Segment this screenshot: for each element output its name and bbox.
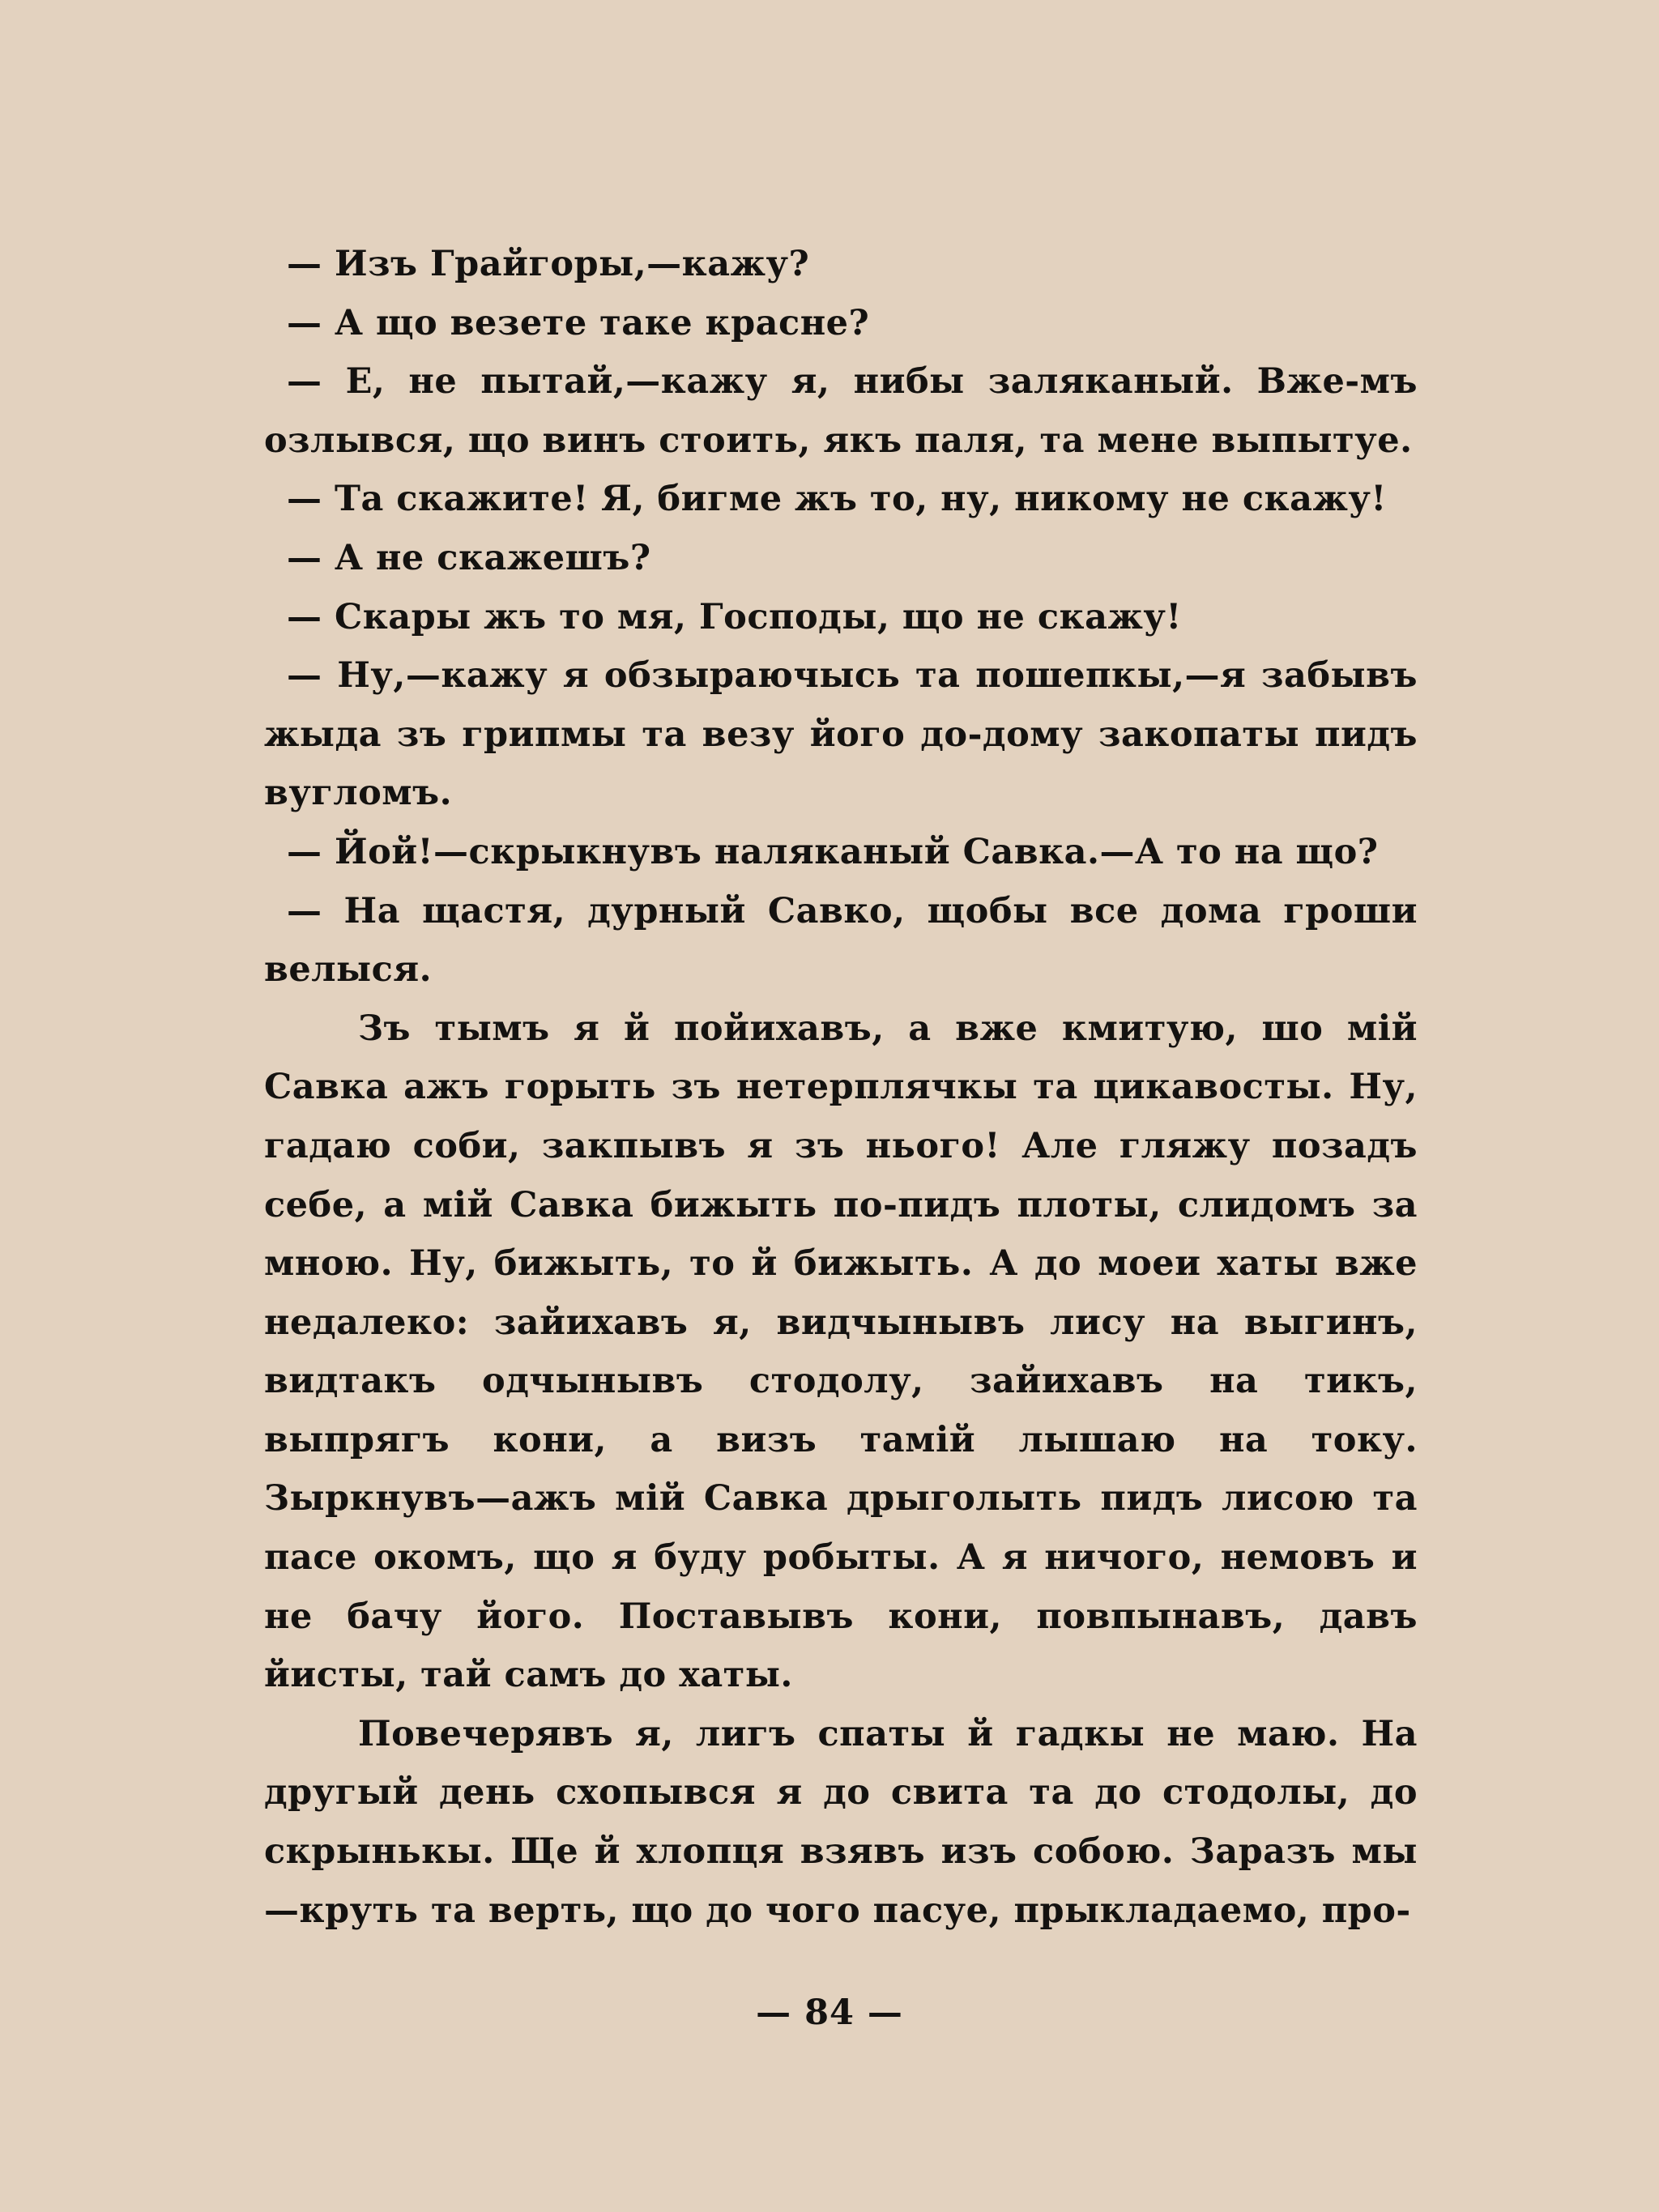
- narrative-paragraph-1: Зъ тымъ я й пойихавъ, а вже кмитую, шо мій Савка ажъ горыть зъ нетерплячкы та цикавосты. Ну, гадаю соби, закпывъ я зъ нього! Але гляжу позадъ себе, а мій Савка бижыть по-пидъ плоты, слидомъ за мною. Ну, бижыть, то й бижыть. А до моеи хаты вже недалеко: зайихавъ я, видчынывъ лису на выгинъ, видтакъ одчынывъ стодолу, зайихавъ на тикъ, выпрягъ кони, а визъ тамій лышаю на току. Зыркнувъ—ажъ мій Савка дрыголыть пидъ лисою та пасе окомъ, що я буду робыты. А я ничого, немовъ и не бачу його. Поставывъ кони, повпынавъ, давъ йисты, тай самъ до хаты.: [264, 1008, 1418, 1696]
- dialog-line-8: — Йой!—скрыкнувъ наляканый Савка.—А то на що?: [287, 831, 1379, 872]
- dialog-line-6: — Скары жъ то мя, Господы, що не скажу!: [287, 596, 1182, 637]
- dialog-line-2: — А що везете таке красне?: [287, 302, 870, 343]
- dialog-line-9: — На щастя, дурный Савко, щобы все дома гроши велыся.: [264, 890, 1418, 991]
- dialog-line-7: — Ну,—кажу я обзыраючысь та пошепкы,—я забывъ жыда зъ грипмы та везу його до-дому закопаты пидъ вугломъ.: [264, 655, 1418, 814]
- dialog-line-5: — А не скажешъ?: [287, 537, 651, 578]
- page-number: — 84 —: [756, 1993, 903, 2033]
- dialog-line-3: — Е, не пытай,—кажу я, нибы заляканый. Вже-мъ озлывся, що винъ стоить, якъ паля, та мене выпытуе.: [264, 361, 1418, 461]
- page-body: [264, 235, 1418, 1940]
- text-block: [264, 235, 1418, 1940]
- dialog-line-4: — Та скажите! Я, бигме жъ то, ну, никому не скажу!: [287, 479, 1387, 520]
- dialog-line-1: — Изъ Грайгоры,—кажу?: [287, 244, 810, 284]
- narrative-paragraph-2: Повечерявъ я, лигъ спаты й гадкы не маю. На другый день схопывся я до свита та до стодолы, до скрынькы. Ще й хлопця взявъ изъ собою. Заразъ мы—круть та верть, що до чого пасуе, прыкладаемо, про-: [264, 1713, 1418, 1931]
